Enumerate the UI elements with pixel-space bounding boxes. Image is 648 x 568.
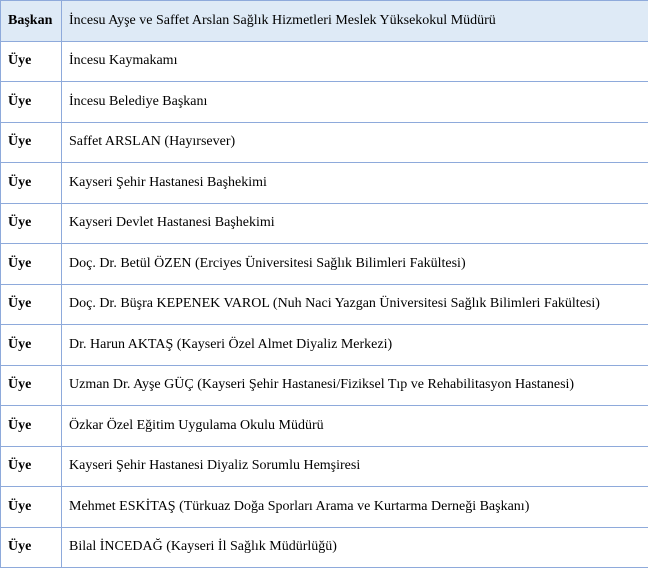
table-row bbox=[1, 163, 648, 204]
role-cell: Üye bbox=[1, 82, 62, 123]
role-cell: Üye bbox=[1, 527, 62, 568]
member-cell: İncesu Belediye Başkanı bbox=[62, 82, 648, 123]
table-row bbox=[1, 82, 648, 123]
member-cell: İncesu Ayşe ve Saffet Arslan Sağlık Hizmetleri Meslek Yüksekokul Müdürü bbox=[62, 1, 648, 42]
role-cell: Üye bbox=[1, 244, 62, 285]
table-row bbox=[1, 41, 648, 82]
member-cell: İncesu Kaymakamı bbox=[62, 41, 648, 82]
member-cell: Doç. Dr. Büşra KEPENEK VAROL (Nuh Naci Yazgan Üniversitesi Sağlık Bilimleri Fakültesi) bbox=[62, 284, 648, 325]
role-cell: Üye bbox=[1, 406, 62, 447]
role-cell: Üye bbox=[1, 487, 62, 528]
table-row bbox=[1, 446, 648, 487]
table-row bbox=[1, 284, 648, 325]
role-cell: Üye bbox=[1, 446, 62, 487]
table-row bbox=[1, 406, 648, 447]
member-cell: Özkar Özel Eğitim Uygulama Okulu Müdürü bbox=[62, 406, 648, 447]
table-row bbox=[1, 365, 648, 406]
member-cell: Uzman Dr. Ayşe GÜÇ (Kayseri Şehir Hastanesi/Fiziksel Tıp ve Rehabilitasyon Hastanesi) bbox=[62, 365, 648, 406]
table-row bbox=[1, 244, 648, 285]
member-cell: Kayseri Devlet Hastanesi Başhekimi bbox=[62, 203, 648, 244]
member-cell: Kayseri Şehir Hastanesi Diyaliz Sorumlu Hemşiresi bbox=[62, 446, 648, 487]
member-cell: Doç. Dr. Betül ÖZEN (Erciyes Üniversitesi Sağlık Bilimleri Fakültesi) bbox=[62, 244, 648, 285]
table-row bbox=[1, 325, 648, 366]
member-cell: Dr. Harun AKTAŞ (Kayseri Özel Almet Diyaliz Merkezi) bbox=[62, 325, 648, 366]
role-cell: Üye bbox=[1, 325, 62, 366]
table-row bbox=[1, 527, 648, 568]
member-cell: Kayseri Şehir Hastanesi Başhekimi bbox=[62, 163, 648, 204]
table-row bbox=[1, 487, 648, 528]
role-cell: Üye bbox=[1, 163, 62, 204]
role-cell: Üye bbox=[1, 41, 62, 82]
role-cell: Başkan bbox=[1, 1, 62, 42]
table-row bbox=[1, 203, 648, 244]
role-cell: Üye bbox=[1, 122, 62, 163]
member-cell: Mehmet ESKİTAŞ (Türkuaz Doğa Sporları Arama ve Kurtarma Derneği Başkanı) bbox=[62, 487, 648, 528]
role-cell: Üye bbox=[1, 203, 62, 244]
member-cell: Bilal İNCEDAĞ (Kayseri İl Sağlık Müdürlüğü) bbox=[62, 527, 648, 568]
table-row bbox=[1, 1, 648, 42]
role-cell: Üye bbox=[1, 365, 62, 406]
member-cell: Saffet ARSLAN (Hayırsever) bbox=[62, 122, 648, 163]
role-cell: Üye bbox=[1, 284, 62, 325]
table-row bbox=[1, 122, 648, 163]
